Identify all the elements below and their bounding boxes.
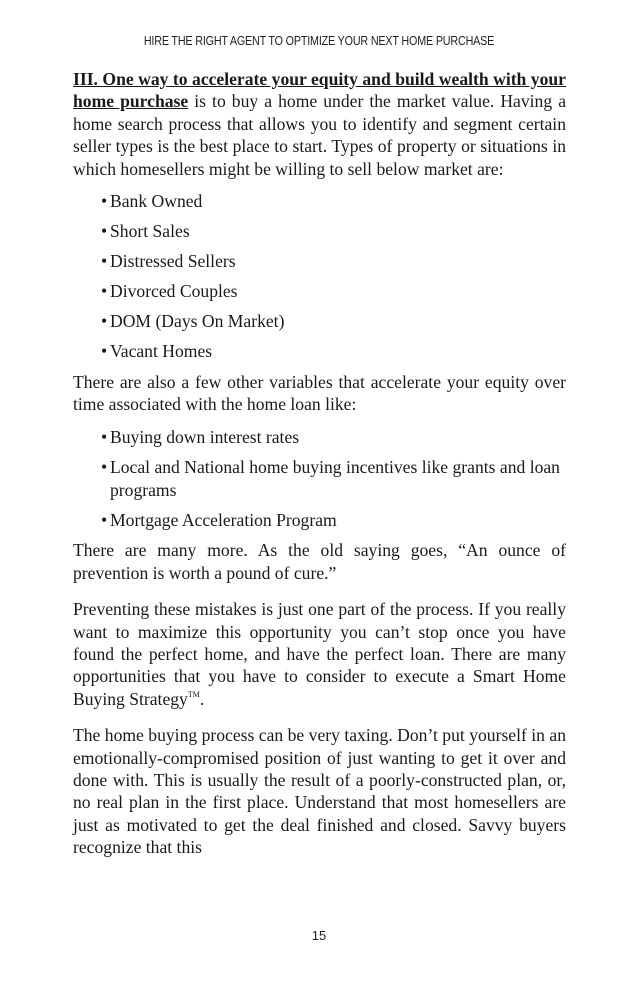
- bullet-icon: •: [101, 220, 108, 241]
- variables-paragraph: There are also a few other variables that accelerate your equity over time associated with the home loan like:: [73, 371, 566, 415]
- preventing-paragraph: Preventing these mistakes is just one part of the process. If you really want to maximize this opportunity you can’t stop once you have found the perfect home, and have the perfect loan. There are many opportunities that you have to consider to execute a Smart Home Buying Strategy™.: [73, 599, 566, 709]
- bullet-icon: •: [101, 426, 108, 447]
- bullet-icon: •: [101, 280, 108, 301]
- loan-variables-list: [73, 426, 566, 532]
- bullet-icon: •: [101, 457, 108, 478]
- trademark-mark: TM: [187, 689, 200, 699]
- list-item: • Vacant Homes: [101, 340, 213, 361]
- seller-types-list: [73, 190, 566, 362]
- list-item: • Bank Owned: [101, 191, 203, 212]
- list-item: • Distressed Sellers: [101, 250, 236, 271]
- bullet-icon: •: [101, 510, 108, 530]
- process-paragraph: The home buying process can be very taxing. Don’t put yourself in an emotionally-compromised position of just wanting to get it over and done with. This is usually the result of a poorly-constructed plan, or, no real plan in the first place. Understand that most homesellers are just as motivated to get the deal finished and closed. Savvy buyers recognize that this: [73, 725, 566, 858]
- list-item: • DOM (Days On Market): [101, 310, 285, 331]
- list-item: • Divorced Couples: [101, 280, 238, 301]
- bullet-icon: •: [101, 250, 108, 271]
- running-header: HIRE THE RIGHT AGENT TO OPTIMIZE YOUR NEXT HOME PURCHASE: [143, 34, 495, 48]
- list-item: • Local and National home buying incentives like grants and loan programs: [101, 457, 560, 500]
- bullet-icon: •: [101, 310, 108, 331]
- more-paragraph: There are many more. As the old saying goes, “An ounce of prevention is worth a pound of cure.”: [73, 540, 566, 583]
- page-number: 15: [311, 928, 327, 943]
- page-body: [73, 68, 566, 859]
- section-heading: III. One way to accelerate your equity and build wealth with your home purchase: [73, 69, 566, 112]
- bullet-icon: •: [101, 191, 108, 212]
- intro-paragraph: [73, 68, 566, 180]
- intro-text: is to buy a home under the market value. Having a home search process that allows you to identify and segment certain seller types is the best place to start. Types of property or situations in which homesellers might be willing to sell below market are:: [73, 91, 566, 179]
- list-item: • Short Sales: [101, 220, 190, 241]
- bullet-icon: •: [101, 340, 108, 361]
- list-item: • Buying down interest rates: [101, 426, 300, 447]
- list-item: • Mortgage Acceleration Program: [101, 510, 337, 530]
